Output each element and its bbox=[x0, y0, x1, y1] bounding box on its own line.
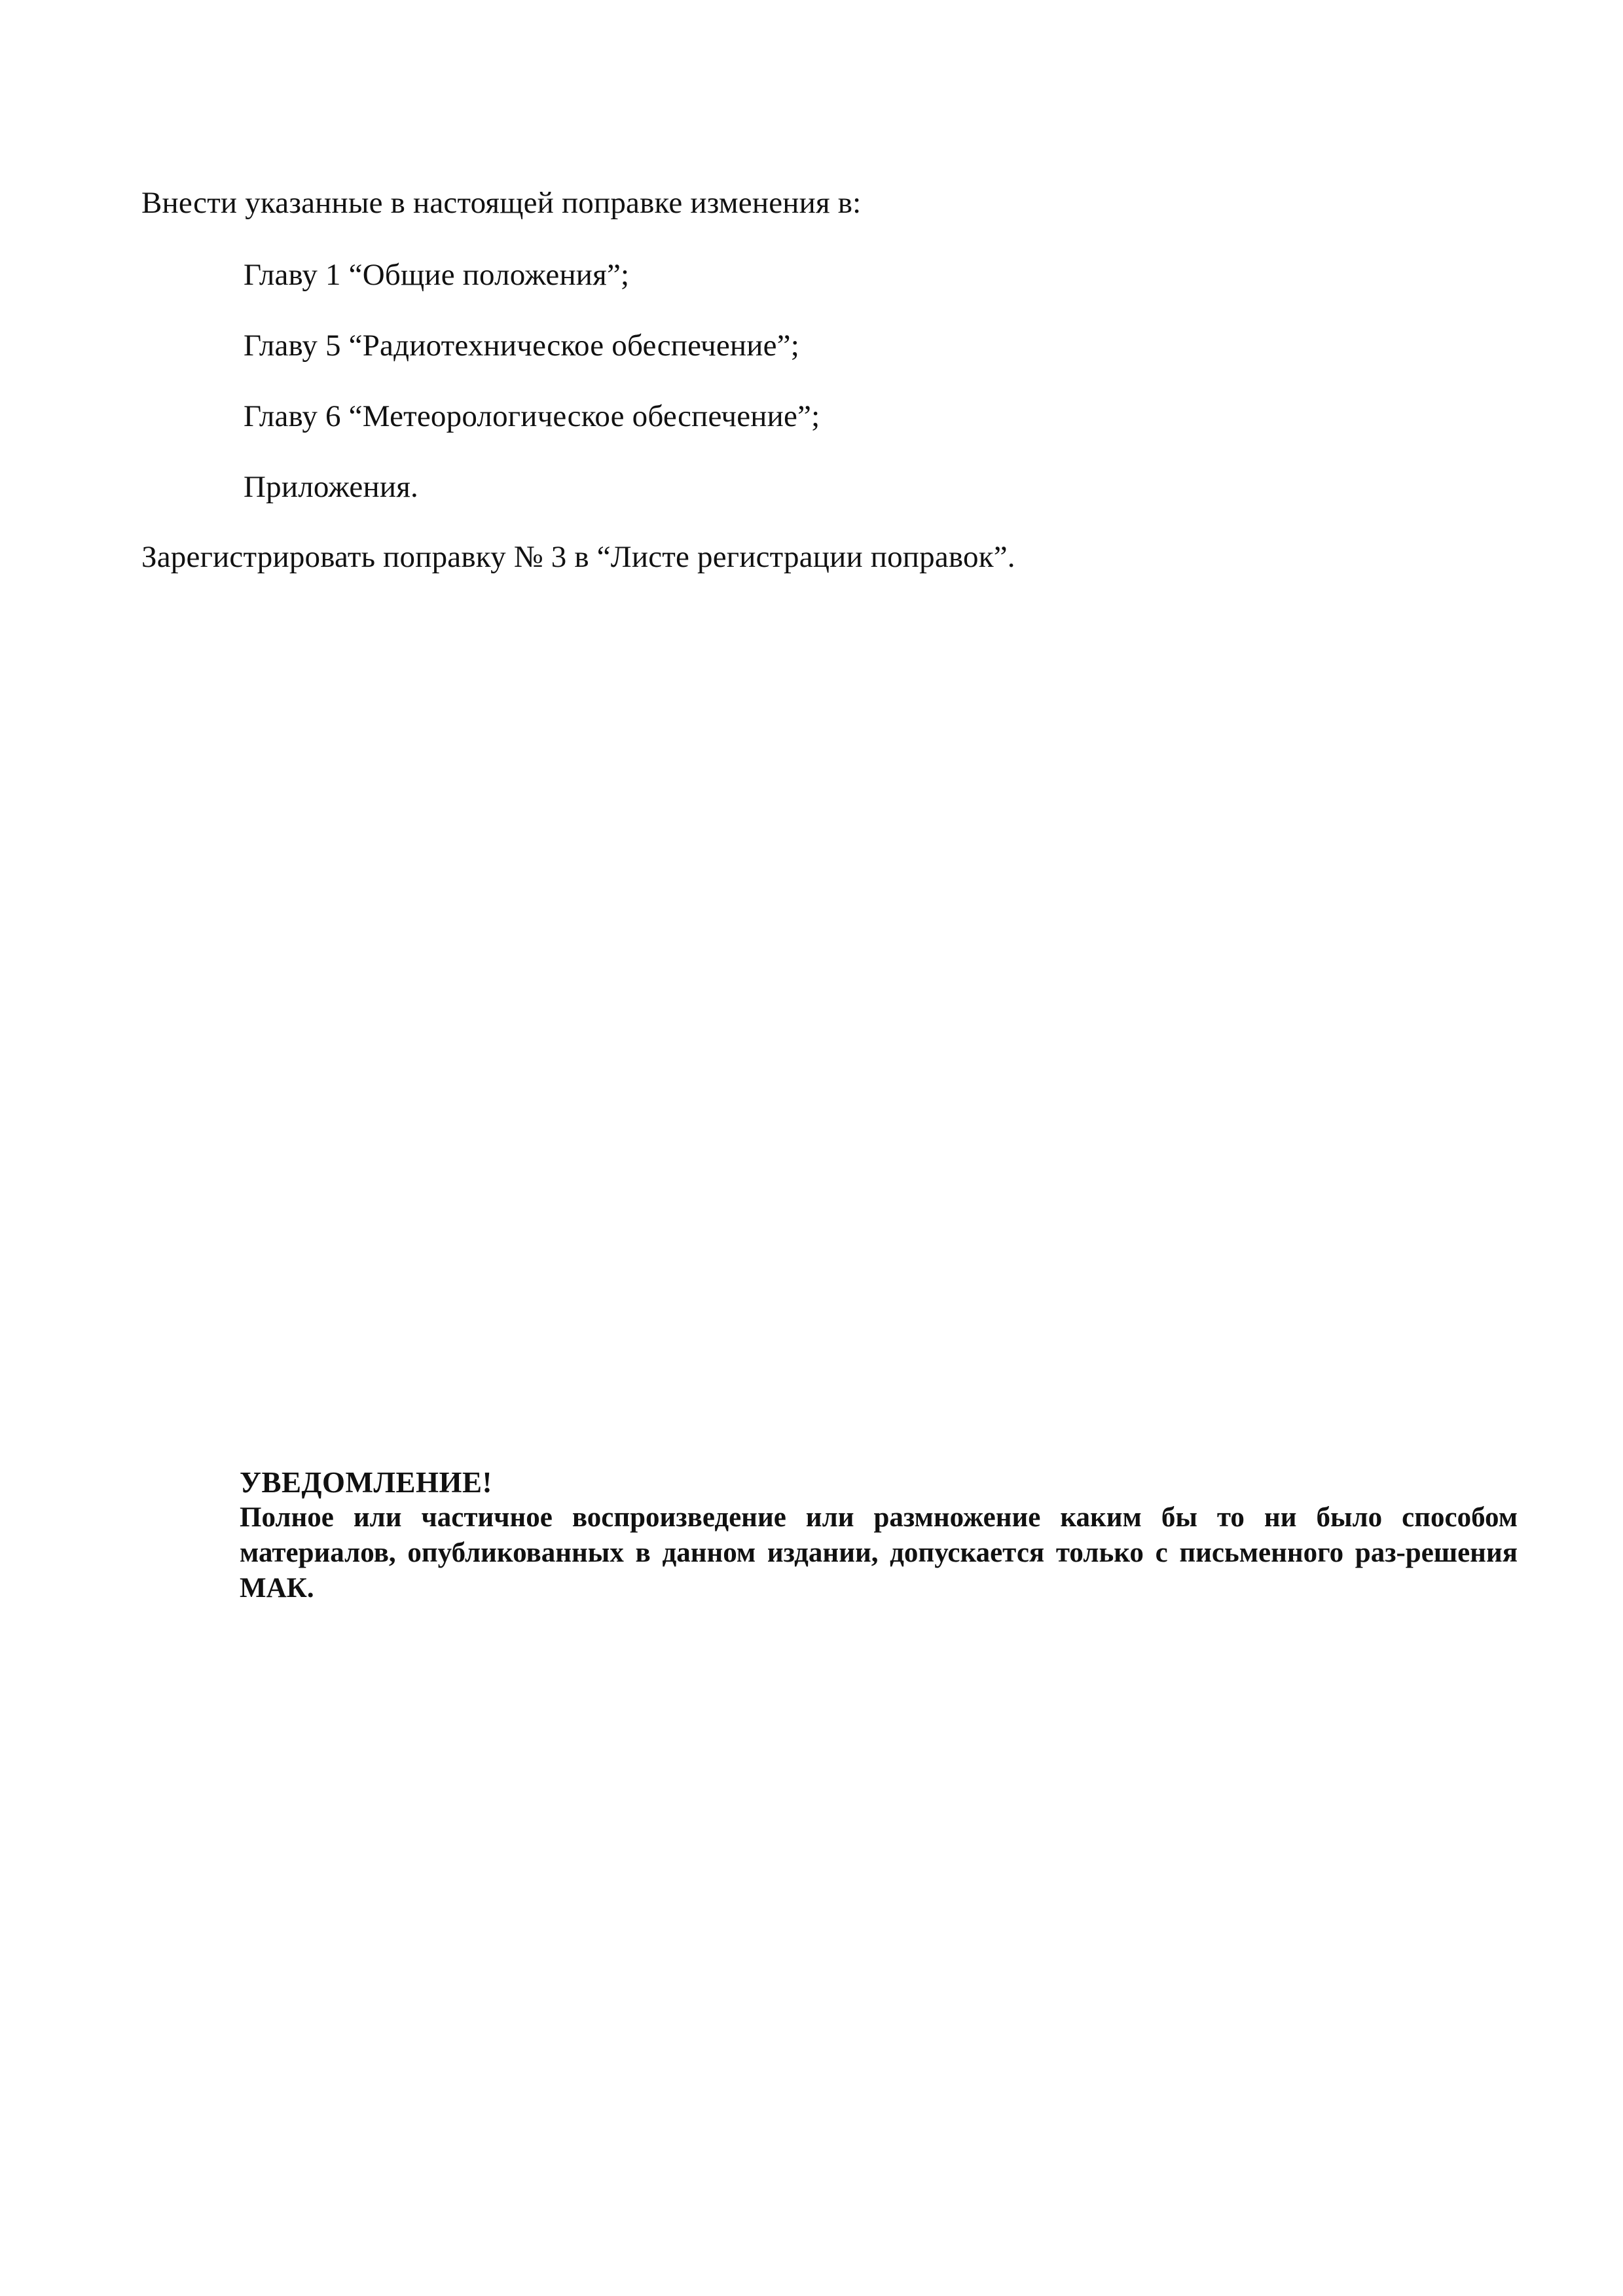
notice-title: УВЕДОМЛЕНИЕ! bbox=[240, 1466, 493, 1499]
copyright-notice bbox=[240, 1465, 1518, 1606]
intro-text: Внести указанные в настоящей поправке изменения в: bbox=[141, 186, 862, 220]
amendment-item-chapter-5: Главу 5 “Радиотехническое обеспечение”; bbox=[244, 329, 800, 363]
amendment-item-appendices: Приложения. bbox=[244, 470, 418, 504]
amendment-item-chapter-1: Главу 1 “Общие положения”; bbox=[244, 258, 630, 292]
notice-body: Полное или частичное воспроизведение или размножение каким бы то ни было способом материалов, опубликованных в данном издании, допускается только с письменного раз-решения МАК. bbox=[240, 1502, 1518, 1604]
register-instruction: Зарегистрировать поправку № 3 в “Листе регистрации поправок”. bbox=[141, 540, 1015, 574]
amendment-item-chapter-6: Главу 6 “Метеорологическое обеспечение”; bbox=[244, 399, 820, 433]
